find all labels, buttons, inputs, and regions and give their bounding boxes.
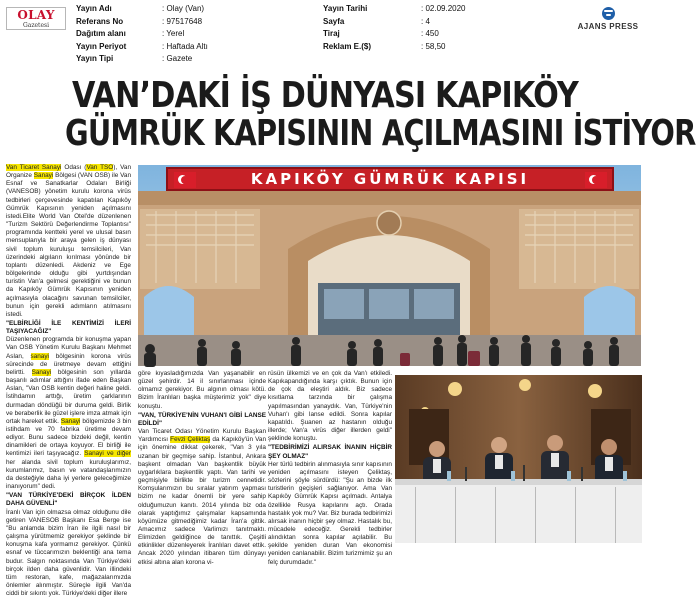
highlighted-keyword: Sanayi ve diğer bbox=[84, 450, 131, 458]
meta-row bbox=[76, 28, 208, 41]
meta-value: : 4 bbox=[421, 16, 430, 26]
article-column-2 bbox=[138, 370, 266, 566]
paragraph-text: her alanda sivil toplum kuruluşlarımız, kurumlarımız, basın ve vatandaşlarımızın da desteğiyle daha iyi yerlere geleceğimize inanıyorum" dedi. bbox=[6, 458, 131, 491]
article-column-1 bbox=[6, 164, 131, 598]
article-subheading: "ELBİRLİĞİ İLE KENTİMİZİ İLERİ TAŞIYACAĞIZ" bbox=[6, 319, 131, 336]
article-paragraph bbox=[268, 370, 392, 443]
gate-sign bbox=[166, 167, 614, 191]
meta-key: Yayın Periyot bbox=[76, 41, 127, 51]
publication-meta-left bbox=[76, 3, 208, 66]
article-subheading: "VAN TÜRKİYE'DEKİ BİRÇOK İLDEN DAHA GÜVENLİ" bbox=[6, 492, 131, 508]
agency-name: AJANS PRESS bbox=[577, 22, 639, 31]
article-paragraph bbox=[6, 509, 131, 598]
meta-key: Reklam E.($) bbox=[323, 41, 372, 51]
highlighted-keyword: Fevzi Çeliktaş bbox=[170, 436, 211, 444]
paragraph-text: da Kapıköy'ün Van için önemine dikkat çekerek, "Van 3 yıla uzanan bir geçmişe sahip. İstanbul, Ankara başkent olmadan Van başkentlik büyük uygarlıklara başkentlik yaptı. Van tarihi ve geçmişiyle birlikte bir turizm cennetidir. Komşularımızın bu sıralar yatırım yapması bizim ne kadar önemli bir yere sahip olduğumuzun kanıtı. 2014 yılında biz oda olarak yaptığımız çalışmalar kapsamında köyümüze gitmediğimiz kadar İran'a gittik. Amacımız sadece Varlimızı tanıtmaktı. Elimizden geldiğince de tanıttık. Çeşitli etkinlikler düzenleyerek İranlıları davet ettik. Ancak 2020 yılından itibaren tüm dünyayı etkisi altına alan korona vi- bbox=[138, 436, 266, 566]
article-paragraph bbox=[6, 164, 131, 319]
paragraph-text: bölgesinin son yıllarda başarılı adımlar attığını ifade eden Başkan Aslan, "Van OSB kentin değeri haline geldi. İstihdamın arttığı, üretim çarklarının durmadan döndüğü bir duruma geldi. Birlik ve beraberlik ile güzel işlere imza atmak için ortak hareket ettik. bbox=[6, 368, 131, 425]
meta-row bbox=[323, 28, 465, 41]
meta-row bbox=[76, 41, 208, 54]
article-paragraph bbox=[138, 370, 266, 411]
meta-value: : 450 bbox=[421, 29, 439, 38]
newspaper-logo bbox=[6, 7, 66, 30]
paragraph-text: bölgemizde 3 bin istihdam ve 70 fabrika üretime devam ediyor. Bunu sadece bizdeki değil, kentin dinamikleri de ortaya koyuyor. El birliği ile kentimizi ileri taşıyacağız. bbox=[6, 417, 131, 458]
meta-row bbox=[323, 16, 465, 29]
article-column-3 bbox=[268, 370, 392, 566]
meta-key: Tiraj bbox=[323, 29, 340, 38]
paragraph-text: Bölgesi (VAN OSB) ile Van Esnaf ve Sanatkarlar Odaları Birliği (VANESOB) yönetim kurulu korona virüs tedbirleri çerçevesinde kapatılan Kapıköy Gümrük Kapısının yeniden açılmasını istedi.Elite World Van Otel'de düzenlenen "Turizm Sektörü Değerlendirme Toplantısı" programında kentteki yerel ve ulusal basın mensuplarıyla bir araya gelen iş dünyası sivil toplum kuruluşu temsilcileri, Van üzerindeki algıların kırılması yönünde bir toplantı düzenledi. Akdeniz ve Ege bölgelerinde olduğu gibi yurtdışından turistin Van'a gelmesi gerektiğini ve bunun da Kapıköy Gümrük Kapısının yeniden açılmasıyla olacağını savunan temsilciler, bunun için gerekli adımların atılmasını istedi. bbox=[6, 172, 131, 318]
globe-icon bbox=[602, 7, 615, 20]
meta-row bbox=[323, 3, 465, 16]
customs-gate-photo bbox=[138, 165, 641, 366]
logo-name: OLAY bbox=[17, 8, 55, 22]
meta-row bbox=[76, 16, 208, 29]
meta-key: Referans No bbox=[76, 16, 124, 26]
headline-line-1: VAN’DAKİ İŞ DÜNYASI KAPIKÖY bbox=[72, 75, 578, 116]
meta-key: Yayın Tipi bbox=[76, 54, 114, 63]
article-subheading: "VAN, TÜRKİYE'NİN VUHAN'I GİBİ LANSE EDİLDİ" bbox=[138, 411, 266, 427]
publication-meta-right bbox=[323, 3, 465, 53]
headline-line-2: GÜMRÜK KAPISININ AÇILMASINI İSTİYOR bbox=[65, 113, 696, 154]
meta-value: : Haftada Altı bbox=[162, 41, 208, 51]
meta-row bbox=[323, 41, 465, 54]
article-paragraph bbox=[6, 336, 131, 491]
paragraph-text: Her türlü tedbirin alınmasıyla sınır kapısının yeniden açılmasını isteyen Çeliktaş, sözlerini şöyle sürdürdü: "Şu an bizde ilk turistlerin geçişleri sağlanıyor. Ama Van Kapıköy Gümrük Kapısı açılmadı. Antalya özellikle Rusya kapılarını açtı. Orada hastalık yok mu? Var. Biz burada tedbirimizi alırsak inanın hiçbir şey olmaz. Hastalık bu, mücadele edeceğiz. Gerekli tedbirler alındıktan sonra kapılar açılabilir. Bu şekilde yeniden duran Van ekonomisi yeniden canlanabilir. Bizim turizmimiz şu an felç durumdadır." bbox=[268, 460, 392, 566]
meta-row bbox=[76, 53, 208, 66]
highlighted-keyword: sanayi bbox=[30, 352, 49, 360]
highlighted-keyword: Sanayi bbox=[60, 417, 81, 425]
gate-photo-drawing bbox=[138, 165, 641, 366]
press-meeting-photo bbox=[395, 375, 642, 543]
paragraph-text: bölgesinin korona virüs sürecinde de üretmeye devam ettiğini belirtti. bbox=[6, 352, 131, 376]
meta-value: : 58,50 bbox=[421, 41, 446, 51]
paragraph-text: İranlı Van için olmazsa olmaz olduğunu dile getiren VANESOB Başkanı Esa Berge ise "Bu anlamda bizim İran ile ilgili nasıl bir çalışma yürütmemiz gerekiyor şeklinde bir konuşma kafa yormamız gerekiyor. Çünkü esnaf ve tüccarımızın beklentiği ana tema budur. Salgın noktasında Van Türkiye'deki birçok ilden daha güvenlidir. Van illindeki tüm restoran, kafe, mağazalarımızda önlemler alınmıştır. Süreçle ilgili Van'da ciddi bir sıkıntı yok. Türkiye'deki diğer illere bbox=[6, 508, 131, 598]
article-subheading: "TEDBİRİMİZİ ALIRSAK İNANIN HİÇBİR ŞEY OLMAZ" bbox=[268, 444, 392, 460]
highlighted-keyword: Van Ticaret Sanayi bbox=[6, 164, 62, 171]
highlighted-keyword: Van TSO bbox=[86, 164, 114, 171]
meta-value: : Olay (Van) bbox=[162, 4, 205, 13]
paragraph-text: göre kıyasladığımızda Van yaşanabilir en güzel şehirdir. 14 il sınırlanması içinde olmamız gerekiyor. Bu algının olması kötü. Bizim İranlıları başka müşterimiz yok" diye konuştu. bbox=[138, 370, 266, 410]
paragraph-text: ), Van Organize bbox=[6, 164, 131, 180]
meta-value: : 97517648 bbox=[162, 16, 203, 26]
paragraph-text: Düzenlenen programda bir konuşma yapan Van OSB Yönetim Kurulu Başkanı Mehmet Aslan, bbox=[6, 336, 131, 360]
article-paragraph bbox=[138, 428, 266, 567]
meta-key: Yayın Tarihi bbox=[323, 4, 368, 13]
meta-value: : Yerel bbox=[162, 29, 185, 38]
logo-subtitle: Gazetesi bbox=[22, 22, 50, 29]
turkish-flag-icon bbox=[174, 172, 196, 188]
paragraph-text: Van Ticaret Odası Yönetim Kurulu Başkan Yardımcısı bbox=[138, 428, 266, 444]
meta-value: : 02.09.2020 bbox=[421, 4, 466, 13]
paragraph-text: Odası ( bbox=[61, 164, 87, 171]
meta-key: Yayın Adı bbox=[76, 4, 112, 13]
highlighted-keyword: Sanayi bbox=[31, 368, 52, 376]
meta-key: Dağıtım alanı bbox=[76, 29, 126, 38]
turkish-flag-icon bbox=[585, 172, 607, 188]
article-paragraph bbox=[268, 461, 392, 567]
agency-logo bbox=[572, 7, 644, 31]
meta-value: : Gazete bbox=[162, 54, 193, 63]
meeting-photo-drawing bbox=[395, 375, 642, 543]
highlighted-keyword: Sanayi bbox=[33, 172, 54, 180]
meta-key: Sayfa bbox=[323, 16, 345, 26]
paragraph-text: rüsün ülkemizi ve en çok da Van'ı etkiledi. Kapıkapandığında karşı çıktık. Bunun için de çok da eleştiri aldık. Biz sadece kısıtlama tarzında bir çalışma yapılmasından yanaydık. Van, Türkiye'nin Vuhan'ı gibi lanse edildi. Sonra kapılar kapatıldı. Şuanen az hastanın olduğu illerde; Van'a virüs diğer illerden geldi" şeklinde konuştu. bbox=[268, 370, 392, 443]
gate-sign-text: KAPIKÖY GÜMRÜK KAPISI bbox=[250, 170, 530, 188]
meta-row bbox=[76, 3, 208, 16]
